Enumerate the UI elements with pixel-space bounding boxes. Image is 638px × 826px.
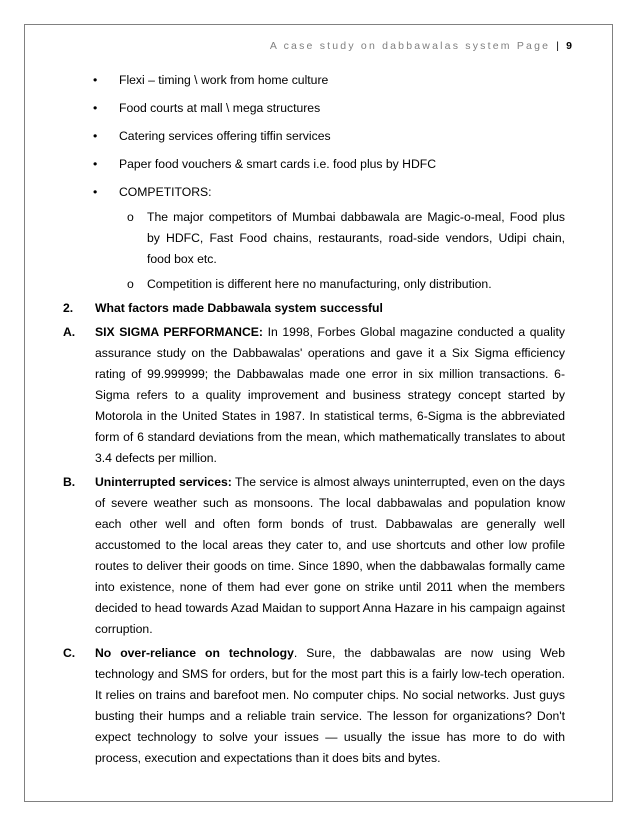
section-c xyxy=(63,643,565,769)
list-item-text: Catering services offering tiffin services xyxy=(119,129,331,143)
list-item xyxy=(75,98,565,119)
circle-bullet-icon: o xyxy=(127,277,134,291)
page-number: 9 xyxy=(566,40,572,52)
list-item xyxy=(75,182,565,203)
question-number: 2. xyxy=(63,301,74,315)
section-label: C. xyxy=(63,646,76,660)
page-content xyxy=(63,70,566,770)
section-body xyxy=(95,643,565,769)
section-b xyxy=(63,472,566,640)
header-separator: | xyxy=(556,40,560,52)
section-heading: SIX SIGMA PERFORMANCE: xyxy=(95,325,263,339)
bullet-dot-icon: • xyxy=(93,157,98,171)
bullet-dot-icon: • xyxy=(93,101,98,115)
list-item xyxy=(75,126,565,147)
section-label: B. xyxy=(63,475,76,489)
bullet-dot-icon: • xyxy=(93,73,98,87)
sub-list-item xyxy=(127,207,565,270)
list-item-text: Flexi – timing \ work from home culture xyxy=(119,73,329,87)
list-item-text: Paper food vouchers & smart cards i.e. food plus by HDFC xyxy=(119,157,437,171)
list-item-text: Food courts at mall \ mega structures xyxy=(119,101,321,115)
bullet-dot-icon: • xyxy=(93,129,98,143)
header-title: A case study on dabbawalas system Page xyxy=(269,40,551,52)
section-body xyxy=(95,322,565,469)
list-item xyxy=(75,154,565,175)
section-text: In 1998, Forbes Global magazine conducted a quality assurance study on the Dabbawalas' operations and gave it a Six Sigma efficiency rating of 99.999999; the Dabbawalas made one error in six million transactions. 6- Sigma refers to a quality improvement and business strategy concept started by Motorola in the United States in 1987. In statistical terms, 6-Sigma is the abbreviated form of 6 standard deviations from the mean, which mathematically translates to about 3.4 defects per million. xyxy=(95,325,565,465)
page-header xyxy=(270,40,572,52)
bullet-dot-icon: • xyxy=(93,185,98,199)
sub-list-item-text: Competition is different here no manufacturing, only distribution. xyxy=(147,277,492,291)
section-heading: Uninterrupted services: xyxy=(95,475,232,489)
section-a xyxy=(63,322,565,469)
list-item xyxy=(75,70,565,91)
sub-list-item xyxy=(127,274,565,295)
section-heading: No over-reliance on technology xyxy=(95,646,294,660)
section-label: A. xyxy=(63,325,76,339)
sub-list-item-text: The major competitors of Mumbai dabbawala are Magic-o-meal, Food plus by HDFC, Fast Food chains, restaurants, road-side vendors, Udipi chain, food box etc. xyxy=(147,210,565,266)
list-item-text: COMPETITORS: xyxy=(119,185,212,199)
circle-bullet-icon: o xyxy=(127,210,134,224)
section-body xyxy=(95,472,565,640)
section-text: The service is almost always uninterrupted, even on the days of severe weather such as monsoons. The local dabbawalas and population know each other well and often form bonds of trust. Dabbawalas are generally well accustomed to the local areas they cater to, and use shortcuts and other low profile routes to deliver their goods on time. Since 1890, when the dabbawalas formally came into existence, none of them had ever gone on strike until 2011 when the members decided to head towards Azad Maidan to support Anna Hazare in his campaign against corruption. xyxy=(95,475,566,636)
section-text: . Sure, the dabbawalas are now using Web technology and SMS for orders, but for the most part this is a fairly low-tech operation. It relies on trains and barefoot men. No computer chips. No social networks. Just guys busting their humps and a reliable train service. The lesson for organizations? Don't expect technology to solve your issues — usually the issue has more to do with process, execution and expectations than it does bits and bytes. xyxy=(95,646,565,765)
question-heading xyxy=(63,298,565,319)
question-text: What factors made Dabbawala system successful xyxy=(95,301,383,315)
